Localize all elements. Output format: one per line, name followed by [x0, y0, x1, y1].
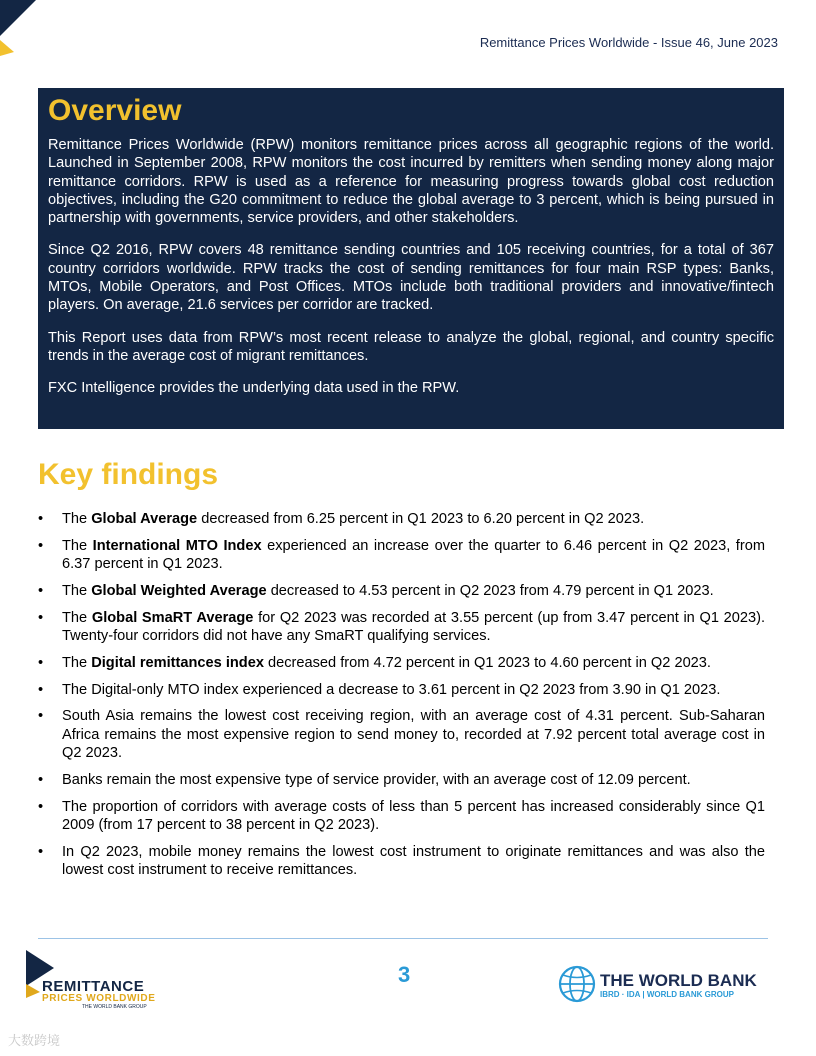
finding-item	[38, 681, 765, 699]
rpw-logo-line2: PRICES WORLDWIDE	[42, 993, 156, 1004]
finding-text-pre: The	[62, 582, 92, 599]
footer-divider	[38, 938, 768, 939]
key-findings-title: Key findings	[38, 458, 219, 491]
key-findings-list	[38, 510, 765, 888]
bullet-icon: •	[38, 771, 44, 788]
finding-text-pre: South Asia remains the lowest cost receiving region, with an average cost of 4.31 percent. Sub-Saharan Africa remains the most expensive region to send money to, recorded at 7.92 percent total average cost in Q2 2023.	[62, 708, 765, 761]
finding-text-pre: Banks remain the most expensive type of service provider, with an average cost of 12.09 percent.	[62, 771, 691, 788]
bullet-icon: •	[38, 511, 44, 527]
bullet-icon: •	[38, 798, 44, 815]
watermark: 大数跨境	[8, 1033, 61, 1048]
finding-text-pre: The	[62, 511, 92, 527]
finding-text-post: decreased to 4.53 percent in Q2 2023 from 4.79 percent in Q1 2023.	[266, 582, 714, 599]
page-number: 3	[398, 962, 411, 987]
finding-text-bold: Global SmaRT Average	[91, 609, 254, 626]
bullet-icon: •	[38, 537, 44, 554]
overview-title: Overview	[48, 94, 182, 127]
finding-item	[38, 843, 765, 880]
finding-item	[38, 771, 765, 789]
finding-text-post: experienced an increase over the quarter to 6.46 percent in Q2 2023, from 6.37 percent in Q1 2023.	[62, 537, 765, 573]
bullet-icon: •	[38, 843, 44, 860]
finding-item	[38, 798, 765, 835]
finding-text-pre: The proportion of corridors with average costs of less than 5 percent has increased considerably since Q1 2009 (from 17 percent to 38 percent in Q2 2023).	[62, 798, 765, 833]
world-bank-logo	[558, 965, 758, 1005]
finding-item	[38, 609, 765, 646]
finding-item	[38, 537, 765, 574]
bullet-icon: •	[38, 582, 44, 599]
finding-item	[38, 654, 765, 672]
finding-text-bold: Global Average	[91, 511, 198, 527]
overview-paragraph: This Report uses data from RPW’s most recent release to analyze the global, regional, and country specific trends in the average cost of migrant remittances.	[48, 329, 774, 364]
finding-text-post: decreased from 6.25 percent in Q1 2023 to 6.20 percent in Q2 2023.	[197, 511, 645, 527]
finding-item	[38, 707, 765, 762]
bullet-icon: •	[38, 654, 44, 671]
finding-item	[38, 510, 765, 528]
finding-item	[38, 582, 765, 600]
world-bank-name: THE WORLD BANK	[600, 971, 757, 990]
finding-text-bold: Global Weighted Average	[91, 582, 267, 599]
corner-triangle-icon	[0, 0, 40, 60]
rpw-logo-line1: REMITTANCE	[42, 978, 145, 995]
bullet-icon: •	[38, 708, 44, 725]
overview-paragraph: FXC Intelligence provides the underlying data used in the RPW.	[48, 380, 460, 397]
rpw-logo	[24, 948, 164, 1012]
running-header: Remittance Prices Worldwide - Issue 46, June 2023	[479, 35, 778, 50]
bullet-icon: •	[38, 681, 44, 698]
finding-text-bold: International MTO Index	[92, 537, 262, 554]
finding-text-bold: Digital remittances index	[91, 654, 264, 671]
finding-text-pre: In Q2 2023, mobile money remains the lowest cost instrument to originate remittances and was also the lowest cost instrument to receive remittances.	[62, 843, 765, 878]
finding-text-pre: The	[62, 654, 92, 671]
overview-paragraph: Remittance Prices Worldwide (RPW) monitors remittance prices across all geographic regions of the world. Launched in September 2008, RPW monitors the cost incurred by remitters when sending money along major remittance corridors. RPW is used as a reference for measuring progress towards global cost reduction objectives, including the G20 commitment to reduce the global average to 3 percent, which is being pursued in partnership with governments, service providers, and other stakeholders.	[48, 137, 774, 227]
globe-icon	[558, 965, 596, 1003]
finding-text-pre: The Digital-only MTO index experienced a decrease to 3.61 percent in Q2 2023 from 3.90 in Q1 2023.	[62, 681, 721, 698]
finding-text-post: decreased from 4.72 percent in Q1 2023 to 4.60 percent in Q2 2023.	[263, 654, 711, 671]
rpw-logo-line3: THE WORLD BANK GROUP	[82, 1004, 147, 1010]
bullet-icon: •	[38, 609, 44, 626]
finding-text-pre: The	[62, 537, 93, 554]
finding-text-post: for Q2 2023 was recorded at 3.55 percent (up from 3.47 percent in Q1 2023). Twenty-four corridors did not have any SmaRT qualifying services.	[62, 609, 766, 644]
overview-box	[38, 88, 784, 429]
finding-text-pre: The	[62, 609, 92, 626]
world-bank-subtitle: IBRD · IDA | WORLD BANK GROUP	[600, 990, 734, 999]
overview-paragraph: Since Q2 2016, RPW covers 48 remittance sending countries and 105 receiving countries, for a total of 367 country corridors worldwide. RPW tracks the cost of sending remittances for four main RSP types: Banks, MTOs, Mobile Operators, and Post Offices. MTOs include both traditional providers and innovative/fintech players. On average, 21.6 services per corridor are tracked.	[48, 242, 774, 314]
